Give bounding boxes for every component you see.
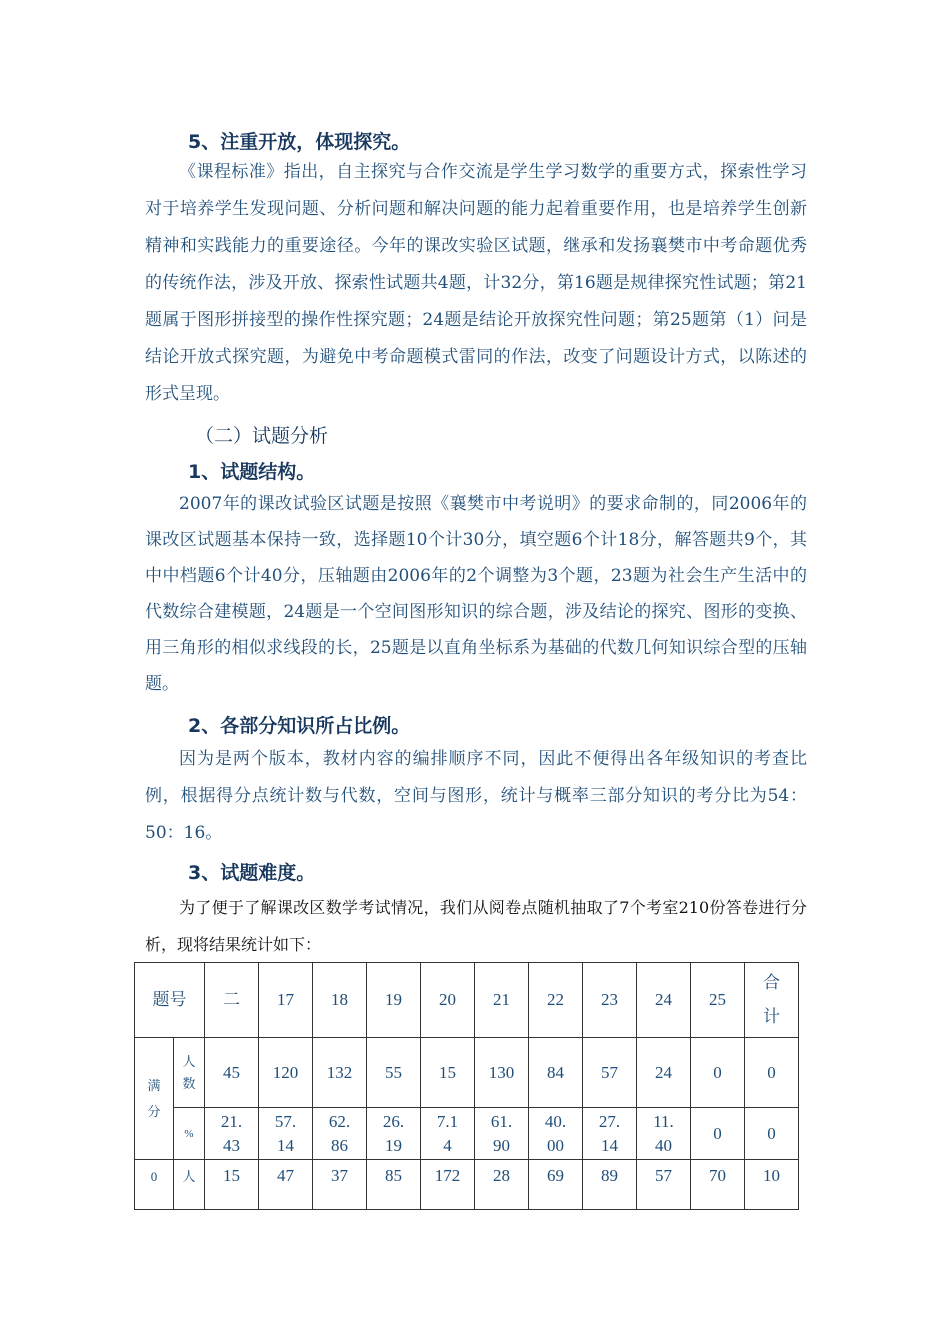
header-col: 24 — [637, 963, 691, 1038]
people-count-label: 人 数 — [174, 1038, 205, 1108]
table-cell: 70 — [691, 1160, 745, 1210]
table-cell: 24 — [637, 1038, 691, 1108]
percent-label: % — [174, 1108, 205, 1160]
table-cell: 57 — [583, 1038, 637, 1108]
score-statistics-table — [134, 962, 799, 1210]
table-cell: 0 — [691, 1108, 745, 1160]
table-cell: 84 — [529, 1038, 583, 1108]
full-score-people-row — [135, 1038, 799, 1108]
header-col: 21 — [475, 963, 529, 1038]
section5-paragraph: 《课程标准》指出，自主探究与合作交流是学生学习数学的重要方式，探索性学习对于培养学生发现问题、分析问题和解决问题的能力起着重要作用，也是培养学生创新精神和实践能力的重要途径。今年的课改实验区试题，继承和发扬襄樊市中考命题优秀的传统作法，涉及开放、探索性试题共4题，计32分，第16题是规律探究性试题；第21题属于图形拼接型的操作性探究题；24题是结论开放探究性问题；第25题第（1）问是结论开放式探究题，为避免中考命题模式雷同的作法，改变了问题设计方式，以陈述的形式呈现。 — [145, 162, 807, 404]
full-score-label: 满 分 — [135, 1038, 174, 1160]
header-col: 19 — [367, 963, 421, 1038]
table-cell: 15 — [205, 1160, 259, 1210]
structure-heading: 1、试题结构。 — [188, 461, 316, 483]
header-col: 20 — [421, 963, 475, 1038]
table-cell: 120 — [259, 1038, 313, 1108]
table-cell: 172 — [421, 1160, 475, 1210]
table-header-row — [135, 963, 799, 1038]
table-cell: 40. 00 — [529, 1108, 583, 1160]
table-cell: 69 — [529, 1160, 583, 1210]
table-cell: 28 — [475, 1160, 529, 1210]
proportion-paragraph: 因为是两个版本，教材内容的编排顺序不同，因此不便得出各年级知识的考查比例，根据得分点统计数与代数，空间与图形，统计与概率三部分知识的考分比为54：50：16。 — [145, 749, 807, 843]
header-col: 17 — [259, 963, 313, 1038]
table-cell: 15 — [421, 1038, 475, 1108]
header-col: 18 — [313, 963, 367, 1038]
header-question-label: 题号 — [135, 963, 205, 1038]
table-cell: 37 — [313, 1160, 367, 1210]
proportion-heading: 2、各部分知识所占比例。 — [188, 715, 411, 737]
header-col: 23 — [583, 963, 637, 1038]
section-two-heading: （二）试题分析 — [195, 425, 329, 447]
table-cell: 0 — [745, 1108, 799, 1160]
table-cell: 132 — [313, 1038, 367, 1108]
table-cell: 89 — [583, 1160, 637, 1210]
table-cell: 57 — [637, 1160, 691, 1210]
table-cell: 61. 90 — [475, 1108, 529, 1160]
structure-paragraph: 2007年的课改试验区试题是按照《襄樊市中考说明》的要求命制的，同2006年的课改区试题基本保持一致，选择题10个计30分，填空题6个计18分，解答题共9个，其中中档题6个计40分，压轴题由2006年的2个调整为3个题，23题为社会生产生活中的代数综合建模题，24题是一个空间图形知识的综合题，涉及结论的探究、图形的变换、用三角形的相似求线段的长，25题是以直角坐标系为基础的代数几何知识综合型的压轴题。 — [145, 494, 807, 694]
table-cell: 21. 43 — [205, 1108, 259, 1160]
table-cell: 0 — [745, 1038, 799, 1108]
table-cell: 45 — [205, 1038, 259, 1108]
full-score-percent-row — [135, 1108, 799, 1160]
zero-people-label: 人 — [174, 1160, 205, 1210]
zero-score-label: 0 — [135, 1160, 174, 1210]
table-cell: 85 — [367, 1160, 421, 1210]
table-cell: 26. 19 — [367, 1108, 421, 1160]
table-cell: 10 — [745, 1160, 799, 1210]
difficulty-heading: 3、试题难度。 — [188, 862, 316, 884]
table-cell: 55 — [367, 1038, 421, 1108]
table-cell: 47 — [259, 1160, 313, 1210]
header-total: 合 计 — [745, 963, 799, 1038]
difficulty-intro: 为了便于了解课改区数学考试情况，我们从阅卷点随机抽取了7个考室210份答卷进行分析，现将结果统计如下： — [145, 898, 807, 954]
table-cell: 130 — [475, 1038, 529, 1108]
table-cell: 57. 14 — [259, 1108, 313, 1160]
table-cell: 62. 86 — [313, 1108, 367, 1160]
zero-score-people-row — [135, 1160, 799, 1210]
section5-heading: 5、注重开放，体现探究。 — [188, 131, 411, 153]
header-col: 二 — [205, 963, 259, 1038]
table-cell: 27. 14 — [583, 1108, 637, 1160]
header-col: 25 — [691, 963, 745, 1038]
table-cell: 0 — [691, 1038, 745, 1108]
table-cell: 11. 40 — [637, 1108, 691, 1160]
header-col: 22 — [529, 963, 583, 1038]
table-cell: 7.1 4 — [421, 1108, 475, 1160]
